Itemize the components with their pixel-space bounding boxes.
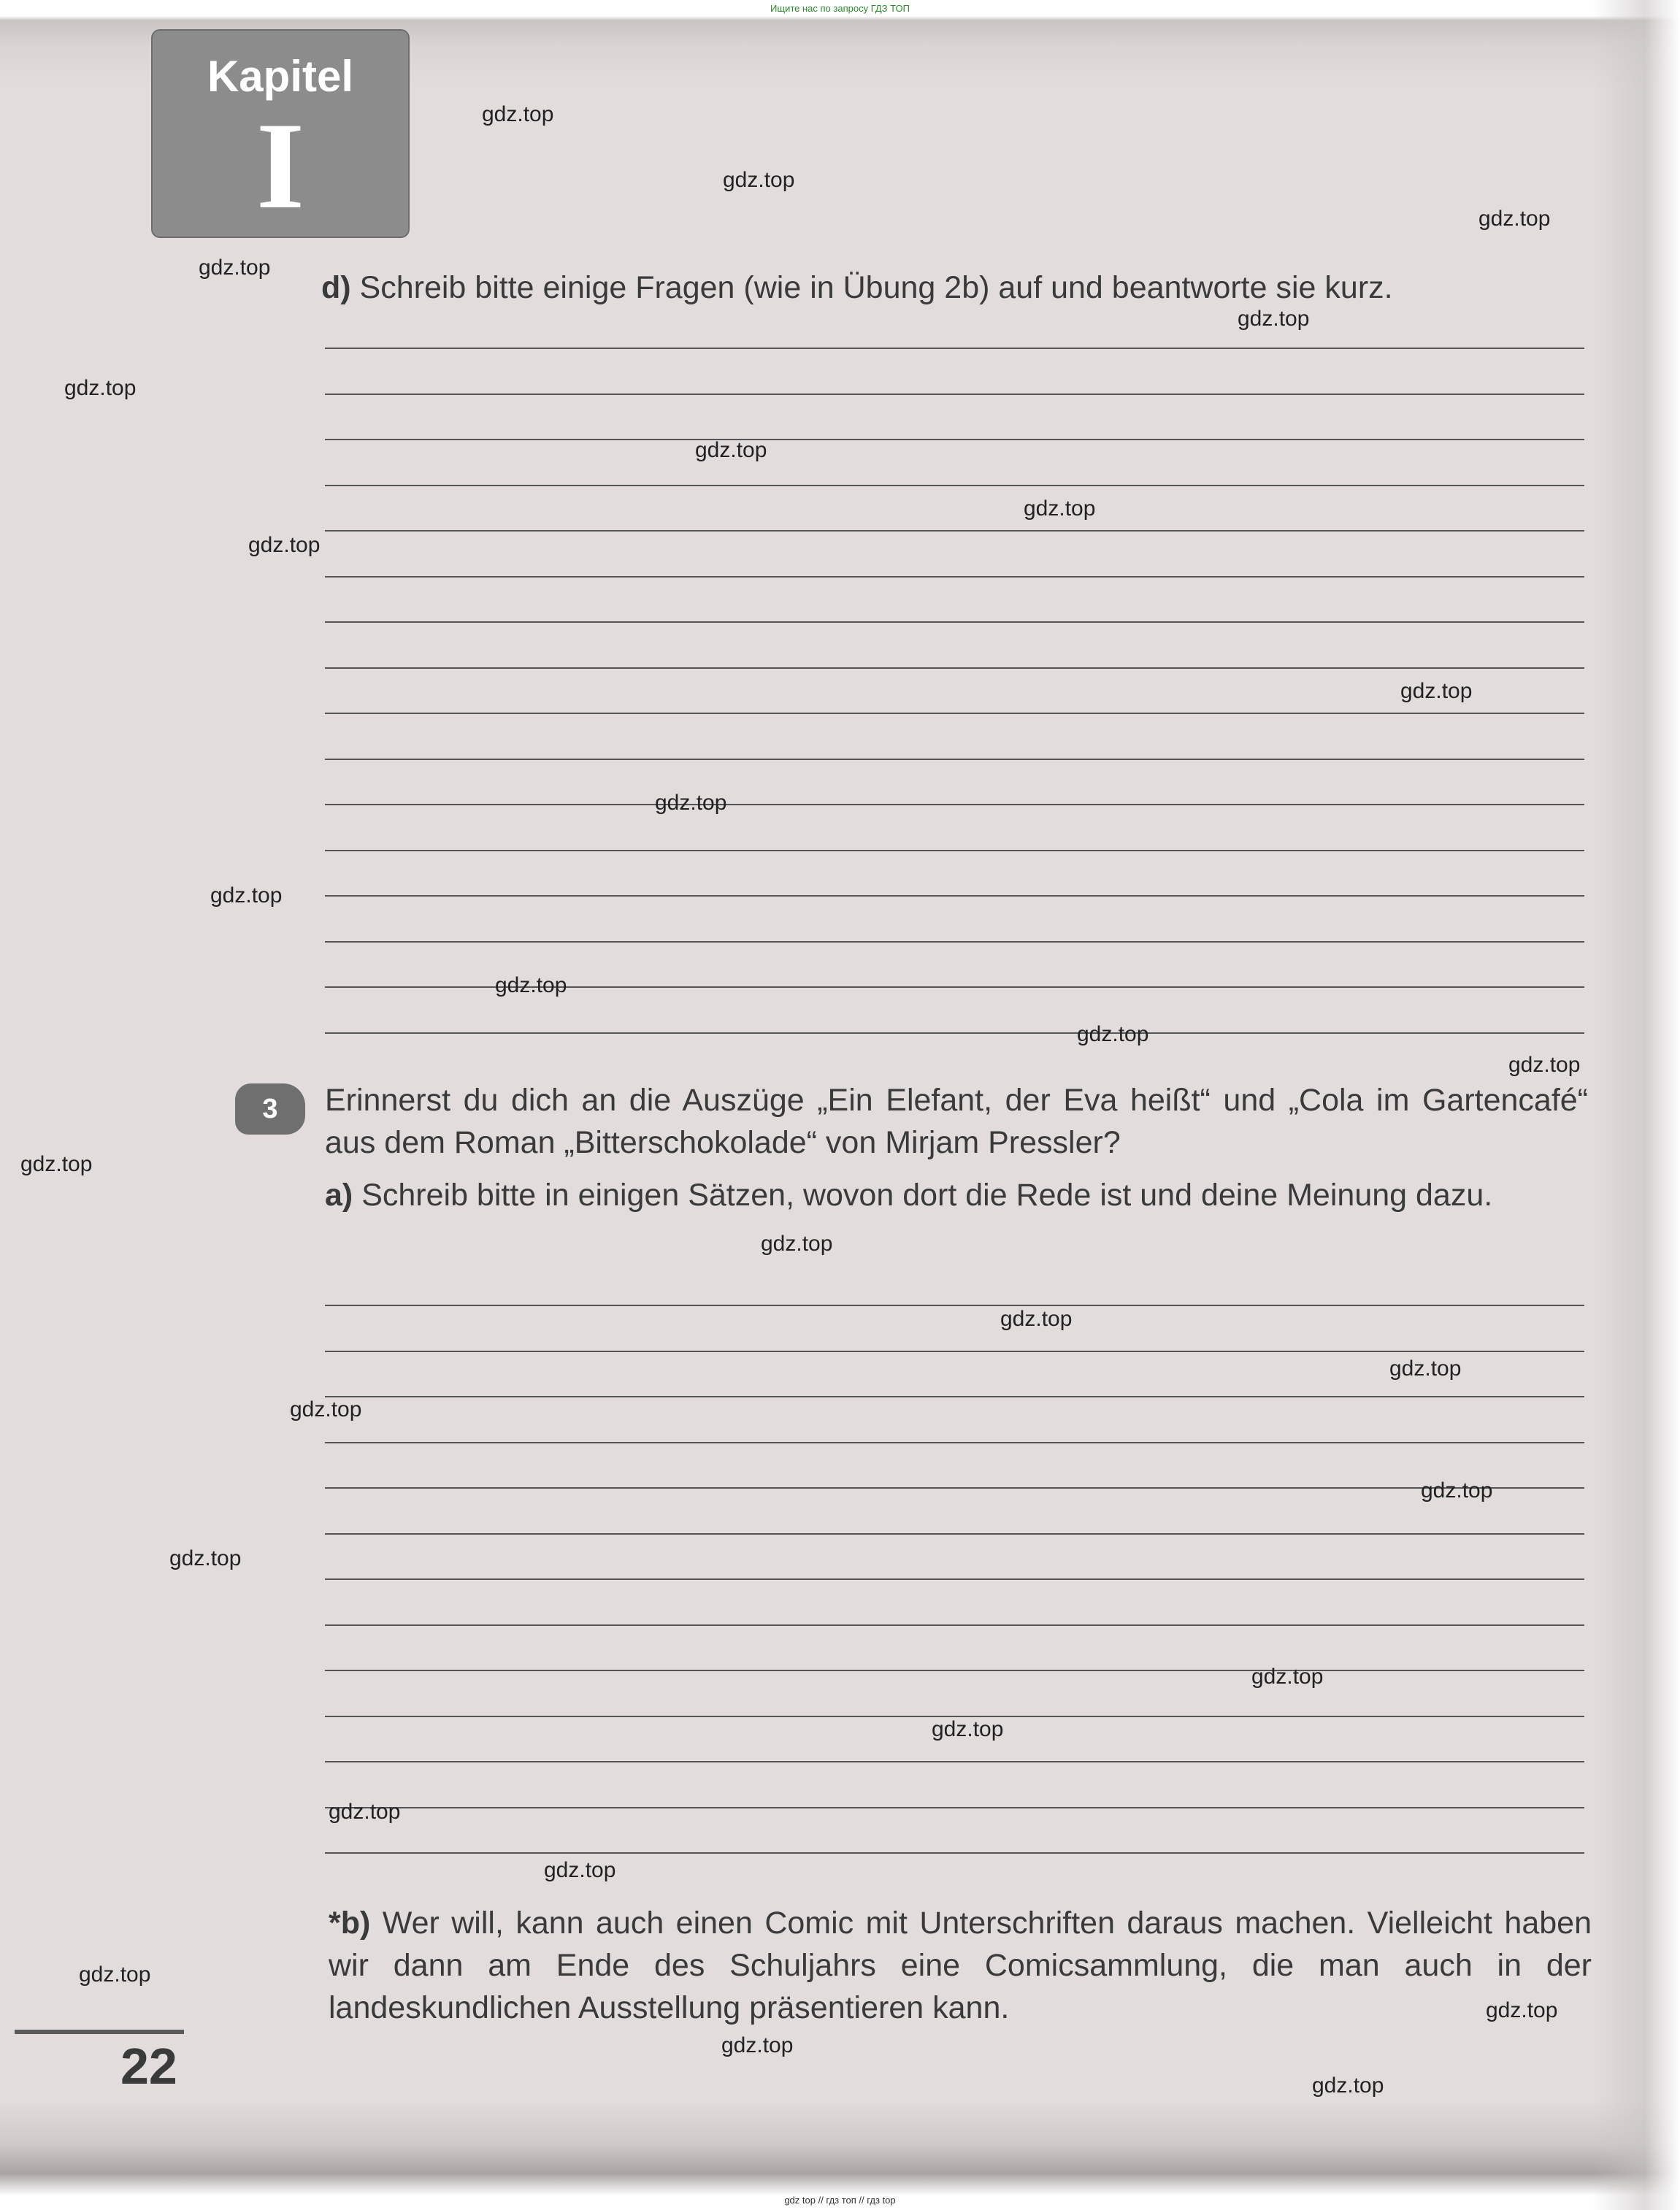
answer-line[interactable]: [325, 1852, 1584, 1854]
watermark-text: gdz.top: [723, 168, 795, 192]
bottom-note: gdz top // гдз топ // гдз top: [784, 2195, 896, 2206]
answer-line[interactable]: [325, 759, 1584, 760]
chapter-number: I: [256, 97, 305, 234]
watermark-text: gdz.top: [1238, 307, 1310, 331]
watermark-text: gdz.top: [1400, 679, 1473, 703]
task-2d-key: d): [321, 270, 351, 305]
answer-line[interactable]: [325, 804, 1584, 805]
watermark-text: gdz.top: [1251, 1665, 1324, 1689]
task-3b-key: *b): [329, 1906, 371, 1941]
watermark-text: gdz.top: [1024, 496, 1096, 521]
watermark-text: gdz.top: [932, 1717, 1004, 1741]
answer-line[interactable]: [325, 1533, 1584, 1535]
watermark-text: gdz.top: [199, 256, 271, 280]
answer-line[interactable]: [325, 1578, 1584, 1580]
answer-line[interactable]: [325, 348, 1584, 349]
watermark-text: gdz.top: [64, 376, 137, 400]
watermark-text: gdz.top: [79, 1962, 151, 1987]
page-bottom-edge: [0, 2100, 1680, 2210]
watermark-text: gdz.top: [655, 791, 727, 815]
task-3a-instruction: [325, 1174, 1588, 1216]
watermark-text: gdz.top: [482, 102, 554, 126]
answer-line[interactable]: [325, 530, 1584, 532]
answer-line[interactable]: [325, 1807, 1584, 1808]
answer-line[interactable]: [325, 895, 1584, 897]
watermark-text: gdz.top: [169, 1546, 242, 1570]
answer-line[interactable]: [325, 667, 1584, 669]
answer-line[interactable]: [325, 1305, 1584, 1306]
watermark-text: gdz.top: [1421, 1478, 1493, 1503]
watermark-text: gdz.top: [1389, 1357, 1462, 1381]
answer-line[interactable]: [325, 621, 1584, 623]
top-note: Ищите нас по запросу ГДЗ ТОП: [770, 3, 910, 14]
answer-line[interactable]: [325, 576, 1584, 578]
page-spine-shadow: [1592, 0, 1680, 2210]
task-3b-text: Wer will, kann auch einen Comic mit Unterschriften daraus machen. Vielleicht haben wir dann am Ende des Schuljahrs eine Comicsammlung, die man auch in der landeskundlichen Ausstellung präsentieren kann.: [329, 1906, 1592, 2025]
task-3a-text: Schreib bitte in einigen Sätzen, wovon dort die Rede ist und deine Meinung dazu.: [361, 1178, 1493, 1213]
chapter-label: Kapitel: [207, 52, 354, 101]
task-3b-instruction: [329, 1902, 1592, 2029]
answer-line[interactable]: [325, 1761, 1584, 1762]
task-3-intro: Erinnerst du dich an die Auszüge „Ein Elefant, der Eva heißt“ und „Cola im Gartencafé“ aus dem Roman „Bitterschokolade“ von Mirjam Pressler?: [325, 1083, 1588, 1160]
watermark-text: gdz.top: [248, 533, 321, 557]
answer-line[interactable]: [325, 1396, 1584, 1397]
watermark-text: gdz.top: [1077, 1022, 1149, 1046]
watermark-text: gdz.top: [495, 973, 567, 997]
page-number-rule: [15, 2030, 184, 2034]
watermark-text: gdz.top: [544, 1858, 616, 1882]
answer-line[interactable]: [325, 1670, 1584, 1671]
task-3-badge: 3: [235, 1083, 305, 1135]
answer-line[interactable]: [325, 850, 1584, 851]
answer-line[interactable]: [325, 1032, 1584, 1034]
answer-line[interactable]: [325, 713, 1584, 714]
answer-line[interactable]: [325, 941, 1584, 943]
chapter-badge: [151, 29, 410, 238]
answer-line[interactable]: [325, 1351, 1584, 1352]
watermark-text: gdz.top: [695, 438, 767, 462]
watermark-text: gdz.top: [1000, 1307, 1073, 1331]
watermark-text: gdz.top: [329, 1800, 401, 1824]
watermark-text: gdz.top: [1486, 1998, 1558, 2022]
watermark-text: gdz.top: [20, 1152, 93, 1176]
watermark-text: gdz.top: [1478, 207, 1551, 231]
answer-line[interactable]: [325, 394, 1584, 395]
watermark-text: gdz.top: [290, 1397, 362, 1421]
task-3a-key: a): [325, 1178, 353, 1213]
watermark-text: gdz.top: [1312, 2073, 1384, 2098]
watermark-text: gdz.top: [210, 883, 283, 908]
watermark-text: gdz.top: [1508, 1053, 1581, 1077]
answer-line[interactable]: [325, 1442, 1584, 1443]
watermark-text: gdz.top: [761, 1232, 833, 1256]
answer-line[interactable]: [325, 1487, 1584, 1489]
answer-line[interactable]: [325, 439, 1584, 440]
watermark-text: gdz.top: [721, 2033, 794, 2057]
answer-line[interactable]: [325, 1624, 1584, 1626]
page-number: 22: [120, 2038, 177, 2095]
answer-line[interactable]: [325, 485, 1584, 486]
task-2d-instruction: [321, 266, 1592, 309]
task-2d-text: Schreib bitte einige Fragen (wie in Übung 2b) auf und beantworte sie kurz.: [359, 270, 1393, 305]
